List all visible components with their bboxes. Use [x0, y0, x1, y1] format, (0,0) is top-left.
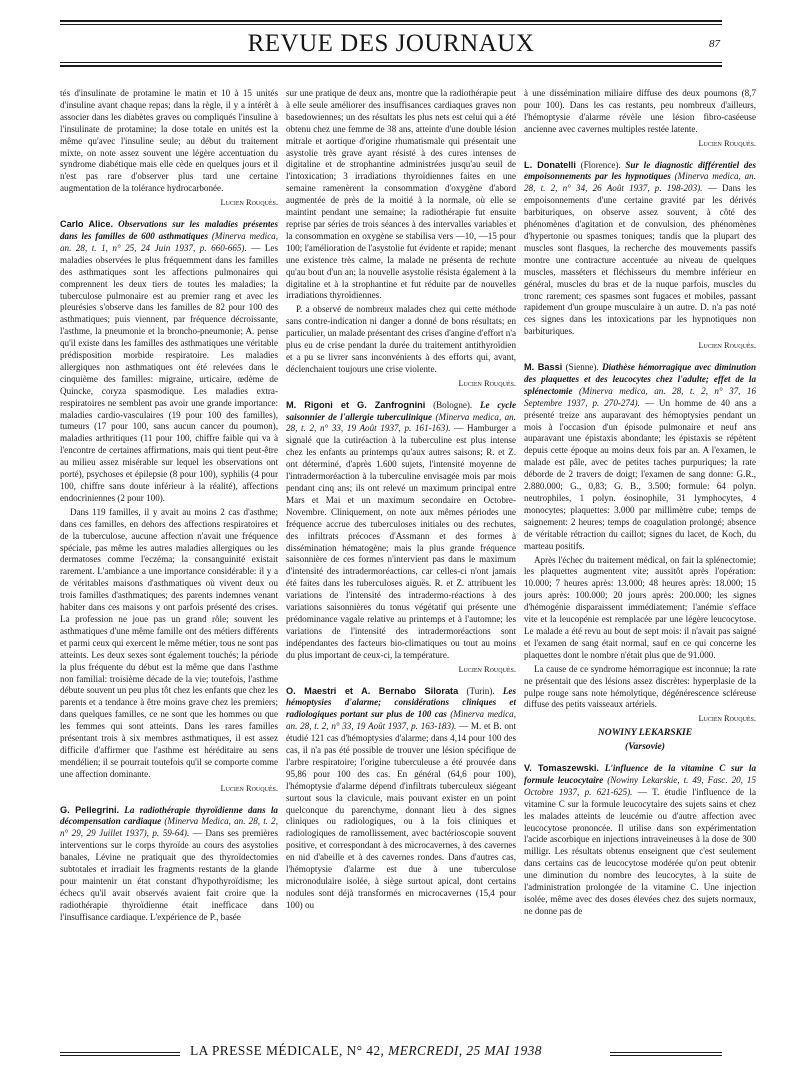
article-body: — T. étudie l'influence de la vitamine C sur la formule leucocytaire des sujets sains et chez les malades atteints de leucémie ou d'autre affection avec leucocytose prononcée. Il utilise dans son expérimentation l'acide ascorbique en injections intraveineuses à la dose de 300 milligr. Les résultats obtenus enseignent que c'est seulement dans certains cas de leucocytose modérée qu'on peut obtenir une diminution du nombre des leucocytes, à la suite de l'administration prolongée de la vitamine C. Une injection isolée, même avec des doses élevées chez des sujets normaux, ne donne pas de [524, 786, 756, 916]
article-title: Sur le diagnostic différentiel des empoisonnements par les hypnotiques [524, 159, 756, 182]
header-top-rule-thick [60, 20, 722, 22]
paragraph: Après l'échec du traitement médical, on fait la splénectomie; les plaquettes augmentent vite; aussitôt après l'opération: 10.000; 7 heures après: 13.000; 48 heures après: 18.000; 15 jours après: 100.000; 20 jours après: 200.000; les signes d'hémogénie disparaissent immédiatement; l'anémie s'efface vite et la leucopénie est remplacée par une légère leucocytose. Le malade a été revu au bout de sept mois: il n'avait pas saigné et l'examen de sang était normal, sauf en ce qui concerne les plaquettes dont le nombre n'était plus que de 91.000. [524, 554, 756, 660]
article-author: O. Maestri et A. Bernabo Silorata [286, 685, 459, 696]
article-place: (Bologne). [433, 399, 473, 410]
article-author: L. Donatelli [524, 159, 576, 170]
article-citation: (Minerva medica, an. 28, t. 1, n° 25, 24 Juin 1937, p. 660-665). [60, 230, 278, 253]
paragraph: tés d'insulinate de protamine le matin et 10 à 15 unités d'insuline avant chaque repas; dans la règle, il y a intérêt à associer dans les diabètes graves ou compliqués l'insuline à l'insulinate de protamine; la dose totale en unités est la même qu'avec l'insuline seule; au début du traitement mixte, on note assez souvent une légère accentuation du syndrome diabétique mais elle cède en quelques jours et il n'est pas rare d'observer plus tard une certaine augmentation de la tolérance hydrocarbonée. [60, 88, 278, 194]
footer-rule-left-2 [60, 1055, 180, 1056]
journal-city: (Varsovie) [625, 741, 665, 753]
footer-date: MERCREDI, 25 MAI 1938 [388, 1043, 542, 1058]
article-maestri [286, 686, 516, 912]
article-body: — Dans ses premières interventions sur le corps thyroïde au cours des asystolies banales, Lévine ne pratiquait que des thyroïdectomies subtotales et irradiait les fragments restants de la glande pour maintenir un état constant d'hypothyroïdisme; les échecs qu'il avait observés avaient fait croire que la radiothérapie thyroïdienne était inefficace dans l'insuffisance cardiaque. L'expérience de P., basée [60, 828, 278, 922]
journal-heading: NOWINY LEKARSKIE [597, 727, 693, 739]
article-heading [60, 219, 278, 505]
text-column-right [524, 88, 756, 1040]
article-citation: (Nowiny Lekarskie, t. 49, Fasc. 20, 15 Octobre 1937, p. 621-625). [524, 774, 756, 797]
article-bassi [524, 362, 756, 725]
header-bottom-rule-thin [60, 62, 722, 63]
article-heading [524, 763, 756, 918]
article-continuation [524, 88, 756, 150]
article-body: — Hamburger a signalé que la cutiréaction à la tuberculine est plus intense chez les enfants au printemps qu'aux autres saisons; R. et Z. ont déterminé, d'après 1.600 sujets, l'intensité moyenne de l'intradermoréaction à la tuberculine envisagée mois par mois pendant cinq ans; ils ont relevé un maximum principal entre Mars et Mai et un maximum secondaire en Octobre-Novembre. Cliniquement, on note aux mêmes périodes une fréquence accrue des tuberculoses initiales ou des rechutes, des infiltrats précoces d'Assmann et des formes à dissémination hématogène; mais la plus grande fréquence saisonnière de ces formes n'intervient pas dans le maximum d'intensité des intradermoréactions, car celles-ci n'ont jamais été faites dans les tuberculoses aiguës. R. et Z. attribuent les variations de l'intensité des intradermo-réactions à des variations saisonnières du tonus végétatif qui présente une prédominance vagale relative au printemps et à l'automne; les variations de l'intensité des intradermoréactions sont indépendantes des facteurs bio-climatiques ou tout au moins du plus important de ceux-ci, la température. [286, 423, 516, 660]
article-body: — M. et B. ont étudié 121 cas d'hémoptysies d'alarme; dans 4,14 pour 100 des cas, il n'a pas été possible de trouver une lésion spécifique de l'arbre respiratoire; l'origine tuberculeuse a été prouvée dans 95,86 pour 100 des cas. En général (64,6 pour 100), l'hémoptysie d'alarme dépend d'infiltrats tuberculeux siégeant surtout sous la clavicule, mais pouvant exister en un point quelconque du parenchyme, donnant lieu à des signes cliniques ou radiologiques, ou à la fois cliniques et radiologiques de ramollissement, avec bactérioscopie souvent positive, et correspondant à des microcavernes, à des cavernes en nid d'abeille et à des cavernes rondes. Dans d'autres cas, l'hémoptysie d'alarme est due à une tuberculose micronodulaire isolée, à siège surtout apical, dont certains nodules sont déjà transformés en microcavernes (15,4 pour 100) ou [286, 721, 516, 910]
article-alice [60, 219, 278, 795]
paragraph: La cause de ce syndrome hémorragique est inconnue; la rate ne présentait que des lésions assez discrètes: hyperplasie de la pulpe rouge sans note hémolytique, dégénérescence scléreuse diffuse des petits vaisseaux artériels. [524, 663, 756, 710]
article-citation: (Minerva medica, an. 28, t. 2, n° 33, 19 Août 1937, p. 163-183). [286, 709, 516, 732]
article-title: L'influence de la vitamine C sur la formule leucocytaire [524, 763, 756, 785]
signature: Lucien Rouquès. [698, 138, 756, 148]
article-body: — Un homme de 40 ans a présenté treize ans auparavant des hémoptysies pendant un mois à l'occasion d'un épisode pulmonaire et neuf ans auparavant une épistaxis abondante; les épistaxis se répètent depuis cette époque au moins deux fois par an. A l'examen, le malade est pâle, avec de petites taches purpuriques; la rate déborde de 2 travers de doigt; l'examen de sang donne: G.R., 2.880.000; G., 0,83; G. B., 3.500; formule: 64 polyn. neutrophiles, 1 polyn. éosinophile, 31 lymphocytes, 4 monocytes; plaquettes: 3.000 par millimètre cube; temps de saignement: 2 heures; temps de coagulation prolongé; absence de véritable rétraction du caillot; signes du lacet, de Koch, du marteau positifs. [524, 397, 756, 551]
header-bottom-rule-thick [60, 65, 722, 67]
article-author: M. Bassi [524, 362, 563, 373]
text-column-middle [286, 88, 516, 1040]
article-continuation [286, 88, 516, 390]
footer-journal: LA PRESSE MÉDICALE, N° 42, [190, 1043, 385, 1058]
footer-rule-left [60, 1052, 180, 1053]
article-donatelli [524, 160, 756, 353]
signature: Lucien Rouquès. [458, 664, 516, 674]
article-heading [524, 362, 756, 553]
header-top-rule-thin [60, 24, 722, 25]
article-citation: (Minerva medica, an. 28, t. 2, n° 37, 16 Septembre 1937, p. 270-274). [524, 385, 756, 408]
article-continuation [60, 88, 278, 209]
article-title: Les hémoptysies d'alarme; considérations cliniques et radiologiques portant sur plus de 100 cas [286, 685, 516, 720]
footer [190, 1043, 542, 1059]
page-number: 87 [709, 38, 720, 50]
article-author: V. Tomaszewski. [524, 763, 599, 774]
signature: Lucien Rouquès. [698, 714, 756, 724]
text-column-left [60, 88, 278, 1040]
signature: Lucien Rouquès. [698, 341, 756, 351]
paragraph: P. a observé de nombreux malades chez qui cette méthode sans contre-indication ni danger a donné de bons résultats; en particulier, un malade présentant des crises d'angine d'effort n'a plus eu de crise pendant la durée du traitement antithyroïdien et a pu se livrer sans inconvénients à des efforts qui, avant, déclenchaient toujours une crise violente. [286, 304, 516, 374]
article-title: Diathèse hémorragique avec diminution des plaquettes et des leucocytes chez l'adulte; effet de la splénectomie [524, 362, 756, 396]
article-pellegrini [60, 805, 278, 924]
article-heading [524, 160, 756, 339]
paragraph: Dans 119 familles, il y avait au moins 2 cas d'asthme; dans ces familles, en dehors des affections respiratoires et de la tuberculose, aucune affection n'avait une fréquence spéciale, pas même les autres maladies allergiques ou les dermatoses comme l'eczéma; la consanguinité existait rarement. L'ambiance a une importance considérable: il y a de véritables maisons d'asthmatiques où vivent deux ou trois familles d'asthmatiques; des parents indemnes venant habiter dans ces maisons y ont parfois présenté des crises. La profession ne joue pas un grand rôle; souvent les asthmatiques d'une même famille ont des métiers différents et parmi ceux qui exercent le même métier, tous ne sont pas atteints. Les deux sexes sont également touchés; la période la plus fréquente du début est la même que dans l'asthme non familial: troisième décade de la vie; toutefois, l'asthme débute souvent un peu plus tôt chez les enfants que chez les parents et a tendance à être moins grave chez les premiers; dans quelques familles, ce ne sont que les hommes ou que les femmes qui sont atteints. Dans les rares familles présentant trois à six membres asthmatiques, il est assez difficile d'affirmer que l'asthme est héréditaire au sens mendélien; il se pourrait toutefois qu'il se comporte comme une affection dominante. [60, 506, 278, 779]
paragraph: sur une pratique de deux ans, montre que la radiothérapie peut à elle seule améliorer des insuffisances cardiaques graves non basedowiennes; un des résultats les plus nets est celui qui a été obtenu chez une femme de 38 ans, atteinte d'une double lésion mitrale et aortique d'origine rhumatismale qui présentait une asystolie très grave ayant résisté à des cures intenses de digitaline et de strophantine administrées jusqu'au seuil de l'intoxication; 3 irradiations thyroïdiennes faites en une semaine ramenèrent la consommation d'oxygène d'abord augmentée de près de la moitié à la normale, où elle se maintint pendant une semaine; la radiothérapie fut ensuite reprise par séries de trois séances à des intervalles variables et la consommation en oxygène se stabilisa vers —10, —15 pour 100; l'amélioration de l'asystolie fut évidente et rapide; menant une existence très calme, la malade ne présenta de rechute qu'au bout d'un an; la nouvelle asystolie résista également à la digitaline et à la strophantine et fut réduite par de nouvelles irradiations thyroïdiennes. [286, 88, 516, 301]
footer-rule-right [610, 1052, 722, 1053]
article-heading [60, 805, 278, 924]
article-title: Observations sur les maladies présentes dans les familles de 600 asthmatiques [60, 219, 278, 241]
article-author: Carlo Alice. [60, 219, 114, 230]
article-title: Le cycle saisonnier de l'allergie tuberculinique [286, 399, 516, 422]
paragraph: à une dissémination miliaire diffuse des deux poumons (8,7 pour 100). Dans les cas restants, peu nombreux d'ailleurs, l'hémoptysie d'alarme révèle une lésion fibro-caséeuse ancienne avec cavernes multiples restée latente. [524, 88, 756, 134]
footer-rule-right-2 [610, 1055, 722, 1056]
article-citation: (Minerva medica, an. 28, t. 2, n° 34, 26 Août 1937, p. 198-203). [524, 171, 756, 194]
article-heading [286, 400, 516, 662]
article-heading [286, 686, 516, 912]
page-title: REVUE DES JOURNAUX [247, 30, 535, 57]
signature: Lucien Rouquès. [220, 783, 278, 793]
article-title: La radiothérapie thyroïdienne dans la décompensation cardiaque [60, 804, 278, 827]
article-body: — Dans les empoisonnements d'une certaine gravité par les dérivés barbituriques, on observe assez souvent, à côté des phénomènes d'agitation et de convulsion, des phénomènes d'hypertonie ou spasmes toniques; tandis que la plupart des muscles sont flasques, la recherche des mouvements passifs montre une contracture accentuée au niveau de quelques muscles, masséters et fléchisseurs du membre inférieur en général, muscles du bras et de la nuque parfois, muscles du tronc rarement; ces spasmes sont fugaces et mobiles, passant rapidement d'un groupe musculaire à un autre. D. n'a pas noté ces signes dans les intoxications par les hypnotiques non barbituriques. [524, 183, 756, 337]
signature: Lucien Rouquès. [458, 378, 516, 388]
article-citation: (Minerva Medica, an. 28, t. 2, n° 29, 29 Juillet 1937), p. 59-64). [60, 816, 278, 839]
article-place: (Sienne). [565, 362, 599, 373]
article-tomaszewski [524, 763, 756, 918]
article-citation: (Minerva medica, an. 28, t. 2, n° 33, 19 Août 1937, p. 161-163). [286, 411, 516, 434]
article-place: (Florence). [580, 159, 621, 170]
signature: Lucien Rouquès. [220, 198, 278, 208]
article-author: G. Pellegrini. [60, 804, 120, 815]
article-author: M. Rigoni et G. Zanfrognini [286, 399, 426, 410]
article-body: — Les maladies observées le plus fréquemment dans les familles des asthmatiques sont les affections pulmonaires qui comprennent les deux tiers de toutes les maladies; la tuberculose pulmonaire est au premier rang et avec les pleurésies s'observe dans les familles de 82 pour 100 des asthmatiques; puis viennent, par fréquence décroissante, l'asthme, la pneumonie et la broncho-pneumonie; A. pense qu'il existe dans les familles des asthmatiques une véritable prédisposition morbide respiratoire. Les maladies allergiques non asthmatiques ont été relevées dans le cinquième des familles: migraine, urticaire, œdème de Quincke, coryza spasmodique. Les maladies extra-respiratoires ne semblent pas avoir une grande importance: maladies cardio-vasculaires (19 pour 100 des familles), tumeurs (17 pour 100, sans aucun cancer du poumon), maladies arthritiques (11 pour 100, chiffre faible qui va à l'encontre de certaines affirmations, mais qui tient peut-être au milieu assez misérable sur lequel les observations ont porté), psychoses et épilepsie (8 pour 100), syphilis (4 pour 100, chiffre sans doute inférieur à la réalité), affections endocriniennes (2 pour 100). [60, 242, 278, 503]
article-place: (Turin). [466, 685, 495, 696]
article-rigoni [286, 400, 516, 676]
